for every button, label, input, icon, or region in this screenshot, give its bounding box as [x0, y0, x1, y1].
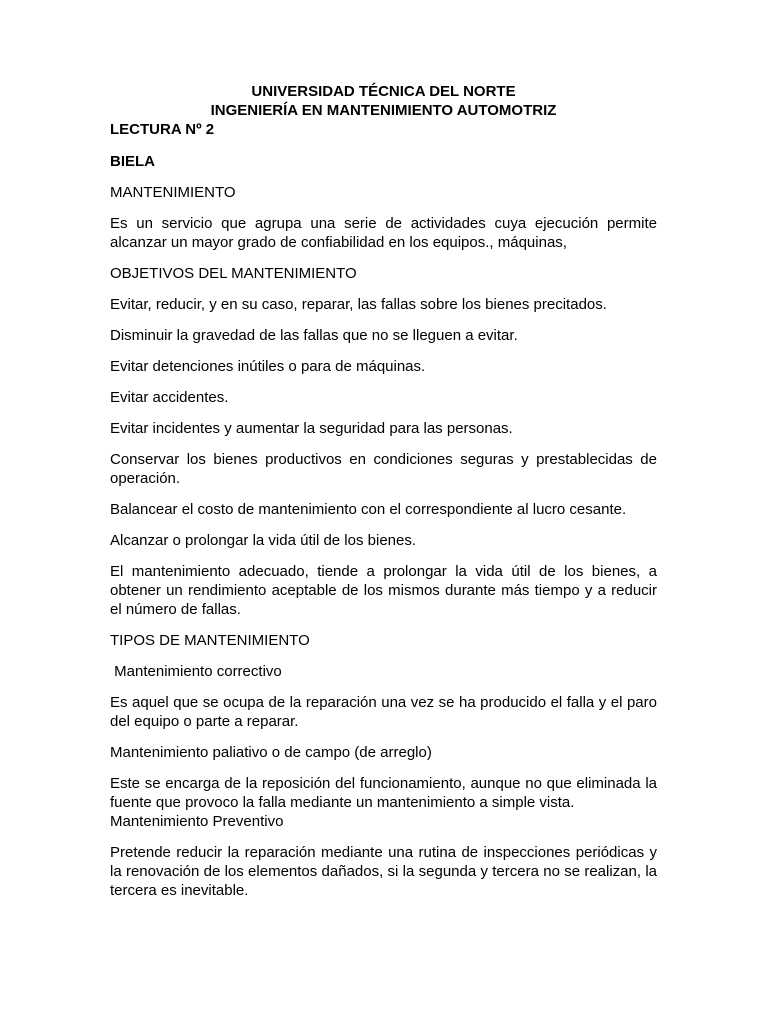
paragraph-mantenimiento-adecuado: El mantenimiento adecuado, tiende a prolongar la vida útil de los bienes, a obtener un rendimiento aceptable de los mismos durante más tiempo y a reducir el número de fallas.: [110, 563, 657, 618]
section-heading-tipos: TIPOS DE MANTENIMIENTO: [110, 632, 310, 649]
subheading-preventivo: Mantenimiento Preventivo: [110, 813, 284, 830]
paliativo-block: [110, 774, 657, 831]
paragraph-correctivo: Es aquel que se ocupa de la reparación una vez se ha producido el falla y el paro del equipo o parte a reparar.: [110, 694, 657, 730]
section-heading-mantenimiento: MANTENIMIENTO: [110, 184, 236, 201]
objective-item: Evitar incidentes y aumentar la seguridad para las personas.: [110, 420, 513, 437]
subheading-paliativo: Mantenimiento paliativo o de campo (de arreglo): [110, 744, 432, 761]
objective-item: Balancear el costo de mantenimiento con el correspondiente al lucro cesante.: [110, 501, 627, 518]
section-heading-objetivos: OBJETIVOS DEL MANTENIMIENTO: [110, 265, 357, 282]
header-program: INGENIERÍA EN MANTENIMIENTO AUTOMOTRIZ: [210, 102, 557, 119]
paragraph-paliativo: Este se encarga de la reposición del funcionamiento, aunque no que eliminada la fuente que provoco la falla mediante un mantenimiento a simple vista.: [110, 775, 657, 811]
objective-item: Disminuir la gravedad de las fallas que no se lleguen a evitar.: [110, 327, 518, 344]
topic-title: BIELA: [110, 153, 155, 170]
objective-item: Conservar los bienes productivos en condiciones seguras y prestablecidas de operación.: [110, 451, 657, 487]
objective-item: Alcanzar o prolongar la vida útil de los bienes.: [110, 532, 417, 549]
document-body: [110, 82, 657, 912]
objective-item: Evitar accidentes.: [110, 389, 229, 406]
paragraph-mantenimiento-def: Es un servicio que agrupa una serie de actividades cuya ejecución permite alcanzar un mayor grado de confiabilidad en los equipos., máquinas,: [110, 215, 657, 251]
objective-item: Evitar detenciones inútiles o para de máquinas.: [110, 358, 426, 375]
header-university: UNIVERSIDAD TÉCNICA DEL NORTE: [251, 83, 516, 100]
paragraph-preventivo: Pretende reducir la reparación mediante una rutina de inspecciones periódicas y la renovación de los elementos dañados, si la segunda y tercera no se realizan, la tercera es inevitable.: [110, 844, 657, 899]
lectura-label: LECTURA Nº 2: [110, 121, 215, 138]
subheading-correctivo: Mantenimiento correctivo: [110, 663, 282, 680]
objective-item: Evitar, reducir, y en su caso, reparar, las fallas sobre los bienes precitados.: [110, 296, 607, 313]
